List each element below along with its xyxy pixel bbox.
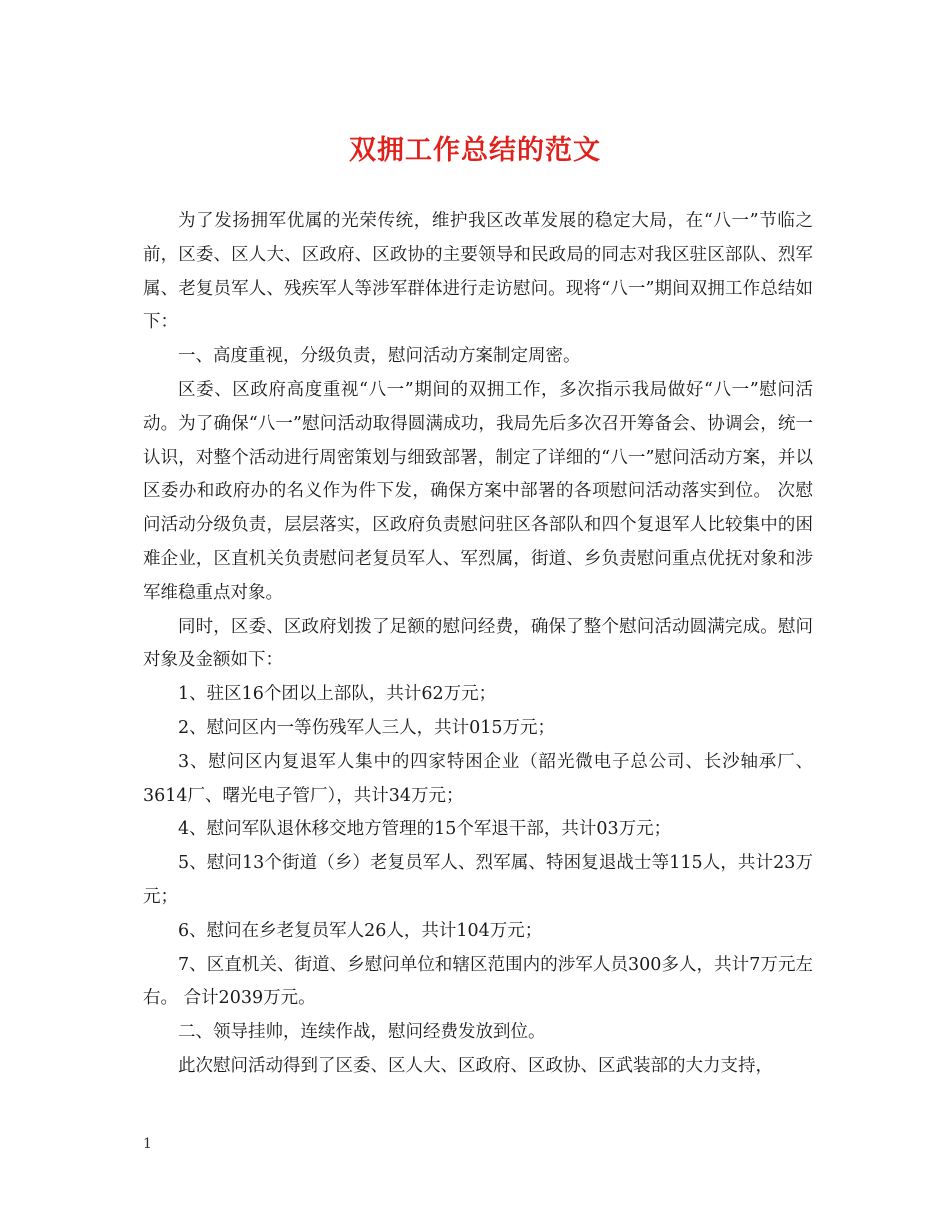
list-item: 1、驻区16个团以上部队，共计62万元； [178, 684, 497, 705]
document-body [143, 205, 813, 1084]
page-number: 1 [143, 1136, 152, 1152]
paragraph: 区委、区政府高度重视“八一”期间的双拥工作，多次指示我局做好“八一”慰问活动。为了确保“八一”慰问活动取得圆满成功，我局先后多次召开筹备会、协调会，统一认识，对整个活动进行周密策划与细致部署，制定了详细的“八一”慰问活动方案，并以区委办和政府办的名义作为件下发，确保方案中部署的各项慰问活动落实到位。 次慰问活动分级负责，层层落实，区政府负责慰问驻区各部队和四个复退军人比较集中的困难企业，区直机关负责慰问老复员军人、军烈属，街道、乡负责慰问重点优抚对象和涉军维稳重点对象。 [143, 379, 813, 603]
list-item: 3、慰问区内复退军人集中的四家特困企业（韶光微电子总公司、长沙轴承厂、3614厂、曙光电子管厂），共计34万元； [143, 751, 813, 806]
paragraph: 为了发扬拥军优属的光荣传统，维护我区改革发展的稳定大局，在“八一”节临之前，区委、区人大、区政府、区政协的主要领导和民政局的同志对我区驻区部队、烈军属、老复员军人、残疾军人等涉军群体进行走访慰问。现将“八一”期间双拥工作总结如下： [143, 211, 813, 333]
list-item: 4、慰问军队退休移交地方管理的15个军退干部，共计03万元； [178, 819, 672, 840]
list-item: 6、慰问在乡老复员军人26人，共计104万元； [178, 920, 543, 941]
document-title: 双拥工作总结的范文 [349, 135, 601, 166]
section-heading: 一、高度重视，分级负责，慰问活动方案制定周密。 [178, 346, 581, 367]
list-item: 7、区直机关、街道、乡慰问单位和辖区范围内的涉军人员300多人，共计7万元左右。 合计2039万元。 [143, 954, 813, 1009]
section-heading: 二、领导挂帅，连续作战，慰问经费发放到位。 [178, 1022, 546, 1043]
paragraph: 此次慰问活动得到了区委、区人大、区政府、区政协、区武装部的大力支持， [178, 1055, 773, 1076]
list-item: 2、慰问区内一等伤残军人三人，共计015万元； [178, 717, 556, 738]
paragraph: 同时，区委、区政府划拨了足额的慰问经费，确保了整个慰问活动圆满完成。慰问对象及金额如下： [143, 616, 813, 671]
list-item: 5、慰问13个街道（乡）老复员军人、烈军属、特困复退战士等115人，共计23万元； [143, 853, 813, 907]
